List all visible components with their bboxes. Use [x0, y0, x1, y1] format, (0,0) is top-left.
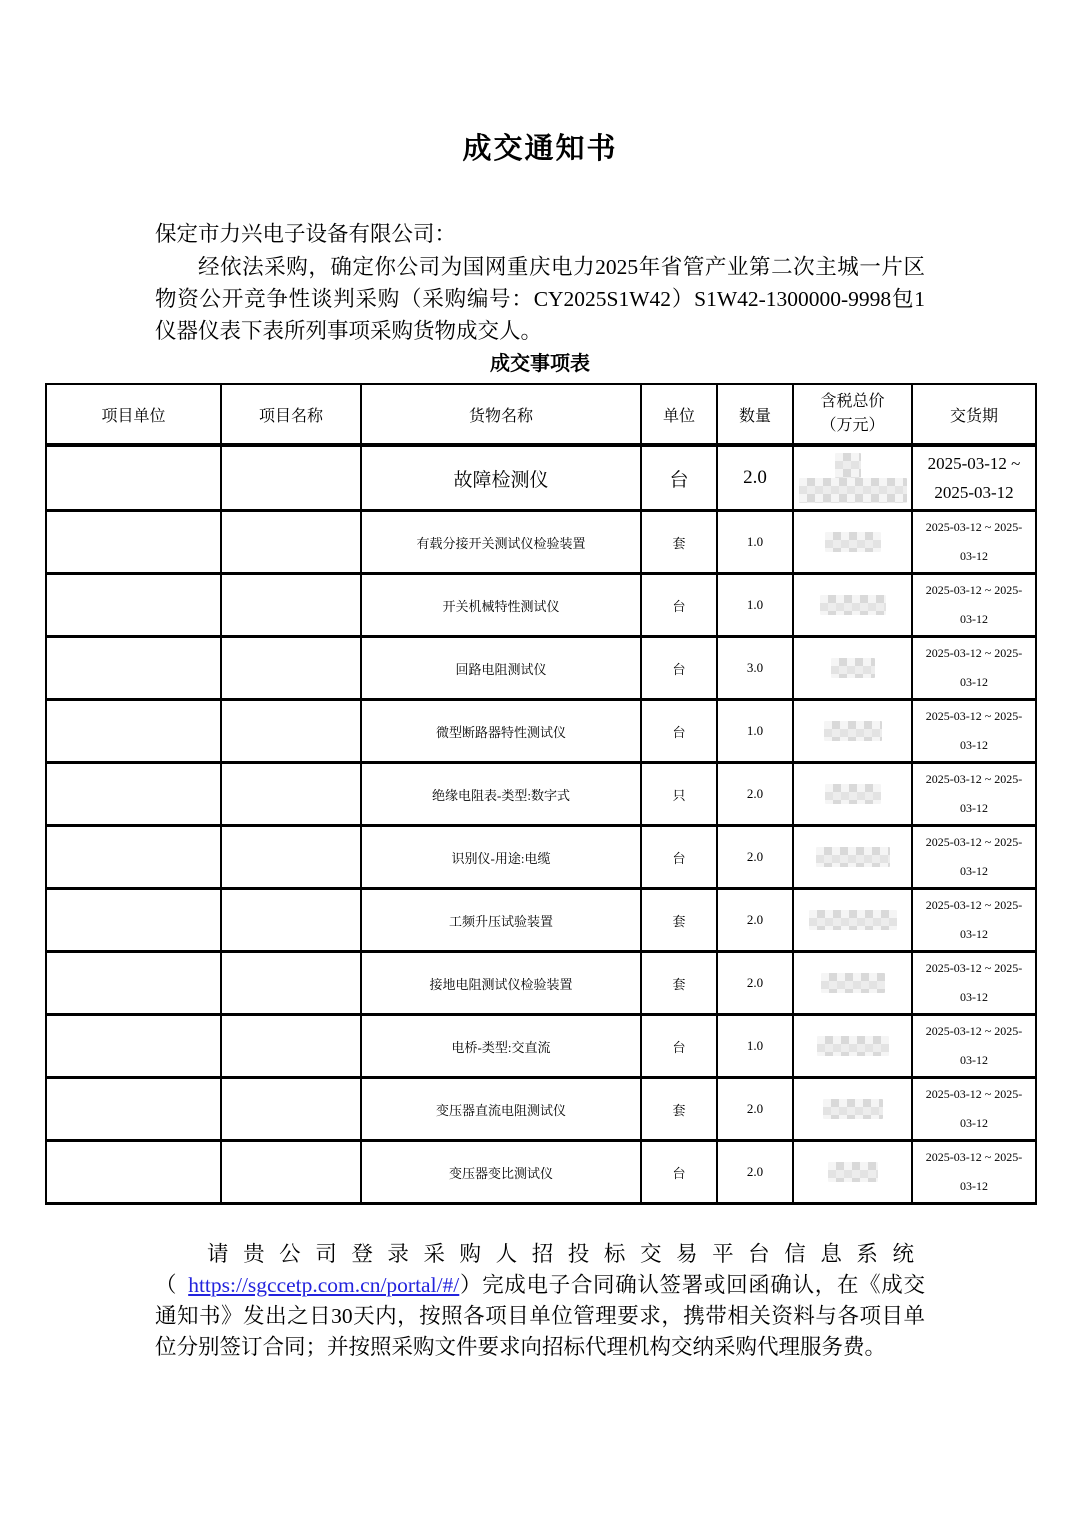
cell-price: [793, 889, 912, 952]
cell-unit: 只: [641, 763, 717, 826]
cell-unit: 台: [641, 700, 717, 763]
table-row: [46, 637, 1036, 700]
cell-unit: 套: [641, 889, 717, 952]
cell-delivery: [912, 952, 1036, 1015]
cell-price: [793, 952, 912, 1015]
delivery-date-line: 2025-03-12 ~ 2025-: [925, 961, 1023, 975]
cell-unit: 台: [641, 1141, 717, 1204]
delivery-date-line: 03-12: [960, 864, 988, 878]
header-project-unit: 项目单位: [46, 384, 221, 445]
cell-project-name: [221, 889, 361, 952]
cell-project-name: [221, 763, 361, 826]
cell-delivery: [912, 1078, 1036, 1141]
redacted-price: [828, 1162, 878, 1182]
table-title: 成交事项表: [490, 353, 590, 375]
cell-project-name: [221, 637, 361, 700]
redacted-price: [825, 784, 881, 804]
cell-price: [793, 445, 912, 511]
cell-quantity: 2.0: [717, 889, 793, 952]
delivery-date-line: 03-12: [960, 612, 988, 626]
cell-delivery: [912, 826, 1036, 889]
header-price: [793, 384, 912, 445]
cell-goods-name: 开关机械特性测试仪: [361, 574, 641, 637]
table-row: [46, 511, 1036, 574]
redacted-price: [835, 453, 861, 478]
delivery-date-line: 03-12: [960, 1116, 988, 1130]
redacted-price: [831, 658, 875, 678]
cell-unit: 台: [641, 1015, 717, 1078]
cell-quantity: 2.0: [717, 1078, 793, 1141]
cell-project-unit: [46, 1015, 221, 1078]
delivery-date-line: 2025-03-12 ~ 2025-: [925, 709, 1023, 723]
table-header-row: [46, 384, 1036, 445]
delivery-date-line: 2025-03-12 ~ 2025-: [925, 772, 1023, 786]
cell-project-name: [221, 574, 361, 637]
cell-project-name: [221, 511, 361, 574]
deal-items-table: [45, 383, 1037, 1205]
header-unit: 单位: [641, 384, 717, 445]
cell-project-unit: [46, 763, 221, 826]
cell-unit: 台: [641, 637, 717, 700]
cell-project-unit: [46, 637, 221, 700]
cell-quantity: 1.0: [717, 1015, 793, 1078]
redacted-price: [821, 973, 885, 993]
delivery-date-line: 03-12: [960, 738, 988, 752]
delivery-date-line: 03-12: [960, 1053, 988, 1067]
cell-delivery: [912, 511, 1036, 574]
cell-goods-name: 微型断路器特性测试仪: [361, 700, 641, 763]
redacted-price: [823, 1099, 883, 1119]
redacted-price: [817, 1036, 889, 1056]
cell-project-unit: [46, 574, 221, 637]
cell-project-name: [221, 700, 361, 763]
cell-project-unit: [46, 700, 221, 763]
cell-delivery: [912, 889, 1036, 952]
cell-delivery: [912, 637, 1036, 700]
cell-delivery: [912, 763, 1036, 826]
cell-price: [793, 700, 912, 763]
delivery-date-line: 2025-03-12 ~ 2025-: [925, 646, 1023, 660]
cell-goods-name: 有载分接开关测试仪检验装置: [361, 511, 641, 574]
redacted-price: [825, 532, 881, 552]
delivery-date-line: 2025-03-12 ~ 2025-: [925, 1087, 1023, 1101]
footer-rest-text: ）完成电子合同确认签署或回函确认，在《成交通知书》发出之日30天内，按照各项目单位管理要求，携带相关资料与各项目单位分别签订合同；并按照采购文件要求向招标代理机构交纳采购代理服务费。: [155, 1273, 925, 1359]
table-row: [46, 574, 1036, 637]
cell-goods-name: 故障检测仪: [361, 445, 641, 511]
cell-goods-name: 回路电阻测试仪: [361, 637, 641, 700]
cell-project-unit: [46, 826, 221, 889]
portal-link[interactable]: https://sgccetp.com.cn/portal/#/: [188, 1273, 460, 1297]
cell-unit: 套: [641, 511, 717, 574]
cell-project-name: [221, 952, 361, 1015]
delivery-date-line: 2025-03-12 ~ 2025-: [925, 1150, 1023, 1164]
cell-delivery: [912, 445, 1036, 511]
table-row: [46, 1015, 1036, 1078]
cell-project-name: [221, 1078, 361, 1141]
table-row: [46, 952, 1036, 1015]
delivery-date-line: 2025-03-12: [934, 483, 1014, 502]
delivery-date-line: 03-12: [960, 675, 988, 689]
cell-price: [793, 637, 912, 700]
cell-quantity: 3.0: [717, 637, 793, 700]
cell-goods-name: 变压器变比测试仪: [361, 1141, 641, 1204]
footer-lead-text: 请贵公司登录采购人招投标交易平台信息系统（: [155, 1242, 925, 1297]
footer-paragraph: [155, 1239, 925, 1363]
cell-price: [793, 1015, 912, 1078]
recipient-company: 保定市力兴电子设备有限公司：: [155, 222, 457, 246]
delivery-date-line: 03-12: [960, 1179, 988, 1193]
cell-project-unit: [46, 445, 221, 511]
cell-price: [793, 1141, 912, 1204]
cell-project-unit: [46, 1141, 221, 1204]
table-row: [46, 763, 1036, 826]
delivery-date-line: 2025-03-12 ~ 2025-: [925, 520, 1023, 534]
redacted-price: [816, 847, 890, 867]
cell-price: [793, 1078, 912, 1141]
redacted-price: [824, 721, 882, 741]
cell-unit: 台: [641, 826, 717, 889]
delivery-date-line: 03-12: [960, 990, 988, 1004]
cell-unit: 台: [641, 574, 717, 637]
cell-price: [793, 826, 912, 889]
cell-quantity: 1.0: [717, 700, 793, 763]
table-row: [46, 889, 1036, 952]
delivery-date-line: 03-12: [960, 549, 988, 563]
cell-project-unit: [46, 952, 221, 1015]
cell-price: [793, 511, 912, 574]
cell-project-unit: [46, 1078, 221, 1141]
table-row: [46, 700, 1036, 763]
cell-project-name: [221, 826, 361, 889]
cell-goods-name: 识别仪-用途:电缆: [361, 826, 641, 889]
cell-unit: 台: [641, 445, 717, 511]
table-row: [46, 1078, 1036, 1141]
redacted-price: [809, 910, 897, 930]
delivery-date-line: 03-12: [960, 801, 988, 815]
delivery-date-line: 2025-03-12 ~ 2025-: [925, 1024, 1023, 1038]
table-row: [46, 1141, 1036, 1204]
header-delivery: 交货期: [912, 384, 1036, 445]
header-project-name: 项目名称: [221, 384, 361, 445]
delivery-date-line: 2025-03-12 ~ 2025-: [925, 898, 1023, 912]
cell-delivery: [912, 700, 1036, 763]
header-quantity: 数量: [717, 384, 793, 445]
delivery-date-line: 2025-03-12 ~ 2025-: [925, 835, 1023, 849]
page-title: 成交通知书: [462, 133, 618, 165]
cell-project-name: [221, 1141, 361, 1204]
cell-delivery: [912, 1141, 1036, 1204]
cell-project-unit: [46, 511, 221, 574]
header-price-line1: 含税总价: [820, 393, 885, 410]
cell-delivery: [912, 574, 1036, 637]
cell-goods-name: 接地电阻测试仪检验装置: [361, 952, 641, 1015]
cell-quantity: 1.0: [717, 574, 793, 637]
cell-quantity: 2.0: [717, 763, 793, 826]
cell-goods-name: 变压器直流电阻测试仪: [361, 1078, 641, 1141]
cell-goods-name: 工频升压试验装置: [361, 889, 641, 952]
cell-project-name: [221, 1015, 361, 1078]
delivery-date-line: 03-12: [960, 927, 988, 941]
cell-price: [793, 763, 912, 826]
cell-delivery: [912, 1015, 1036, 1078]
cell-quantity: 2.0: [717, 826, 793, 889]
header-goods-name: 货物名称: [361, 384, 641, 445]
cell-quantity: 1.0: [717, 511, 793, 574]
cell-quantity: 2.0: [717, 952, 793, 1015]
table-row: [46, 445, 1036, 511]
table-row: [46, 826, 1036, 889]
cell-project-unit: [46, 889, 221, 952]
delivery-date-line: 2025-03-12 ~ 2025-: [925, 583, 1023, 597]
cell-goods-name: 电桥-类型:交直流: [361, 1015, 641, 1078]
cell-quantity: 2.0: [717, 445, 793, 511]
cell-project-name: [221, 445, 361, 511]
redacted-price: [820, 595, 886, 615]
header-price-line2: （万元）: [820, 417, 885, 434]
delivery-date-line: 2025-03-12 ~: [927, 454, 1021, 473]
cell-unit: 套: [641, 952, 717, 1015]
cell-goods-name: 绝缘电阻表-类型:数字式: [361, 763, 641, 826]
cell-quantity: 2.0: [717, 1141, 793, 1204]
cell-unit: 套: [641, 1078, 717, 1141]
cell-price: [793, 574, 912, 637]
redacted-price: [799, 478, 907, 503]
intro-paragraph: 经依法采购，确定你公司为国网重庆电力2025年省管产业第二次主城一片区物资公开竞争性谈判采购（采购编号：CY2025S1W42）S1W42-1300000-9998包1仪器仪表下表所列事项采购货物成交人。: [155, 255, 925, 343]
